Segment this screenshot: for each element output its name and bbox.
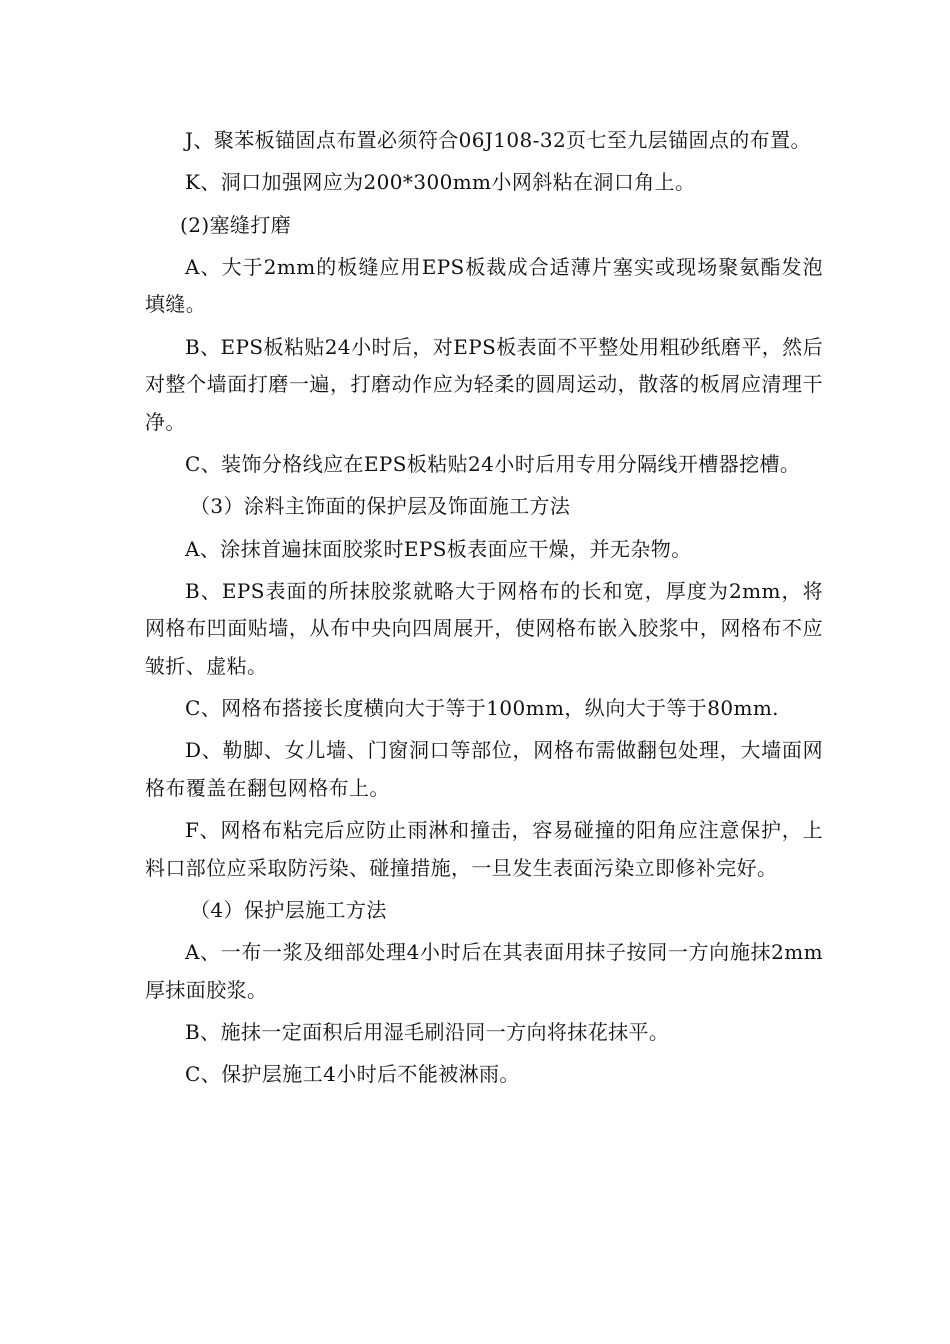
- paragraph-4a: A、一布一浆及细部处理4小时后在其表面用抹子按同一方向施抹2mm厚抹面胶浆。: [145, 940, 823, 1002]
- paragraph-4c: C、保护层施工4小时后不能被淋雨。: [185, 1062, 520, 1087]
- paragraph-3b: B、EPS表面的所抹胶浆就略大于网格布的长和宽，厚度为2mm，将网格布凹面贴墙，从布中央向四周展开，使网格布嵌入胶浆中，网格布不应皱折、虚粘。: [145, 578, 823, 678]
- section-heading-3: （3）涂料主饰面的保护层及饰面施工方法: [190, 494, 571, 519]
- paragraph-j-anchor-layout: J、聚苯板锚固点布置必须符合06J108-32页七至九层锚固点的布置。: [185, 128, 811, 152]
- paragraph-3a: A、涂抹首遍抹面胶浆时EPS板表面应干燥，并无杂物。: [185, 536, 692, 561]
- section-heading-4: （4）保护层施工方法: [190, 898, 387, 923]
- paragraph-3f: F、网格布粘完后应防止雨淋和撞击，容易碰撞的阳角应注意保护，上料口部位应采取防污染、碰撞措施，一旦发生表面污染立即修补完好。: [145, 818, 823, 880]
- paragraph-2c: C、装饰分格线应在EPS板粘贴24小时后用专用分隔线开槽器挖槽。: [185, 451, 801, 476]
- section-heading-2: (2)塞缝打磨: [180, 212, 292, 237]
- paragraph-2b: B、EPS板粘贴24小时后，对EPS板表面不平整处用粗砂纸磨平，然后对整个墙面打磨一遍，打磨动作应为轻柔的圆周运动，散落的板屑应清理干净。: [145, 334, 823, 434]
- paragraph-k-opening-mesh: K、洞口加强网应为200*300mm小网斜粘在洞口角上。: [185, 170, 696, 195]
- paragraph-2a: A、大于2mm的板缝应用EPS板裁成合适薄片塞实或现场聚氨酯发泡填缝。: [145, 254, 823, 317]
- paragraph-3c: C、网格布搭接长度横向大于等于100mm，纵向大于等于80mm.: [185, 696, 779, 721]
- document-body: [145, 122, 823, 1099]
- paragraph-3d: D、勒脚、女儿墙、门窗洞口等部位，网格布需做翻包处理，大墙面网格布覆盖在翻包网格布上。: [145, 738, 823, 800]
- paragraph-4b: B、施抹一定面积后用湿毛刷沿同一方向将抹花抹平。: [185, 1020, 670, 1045]
